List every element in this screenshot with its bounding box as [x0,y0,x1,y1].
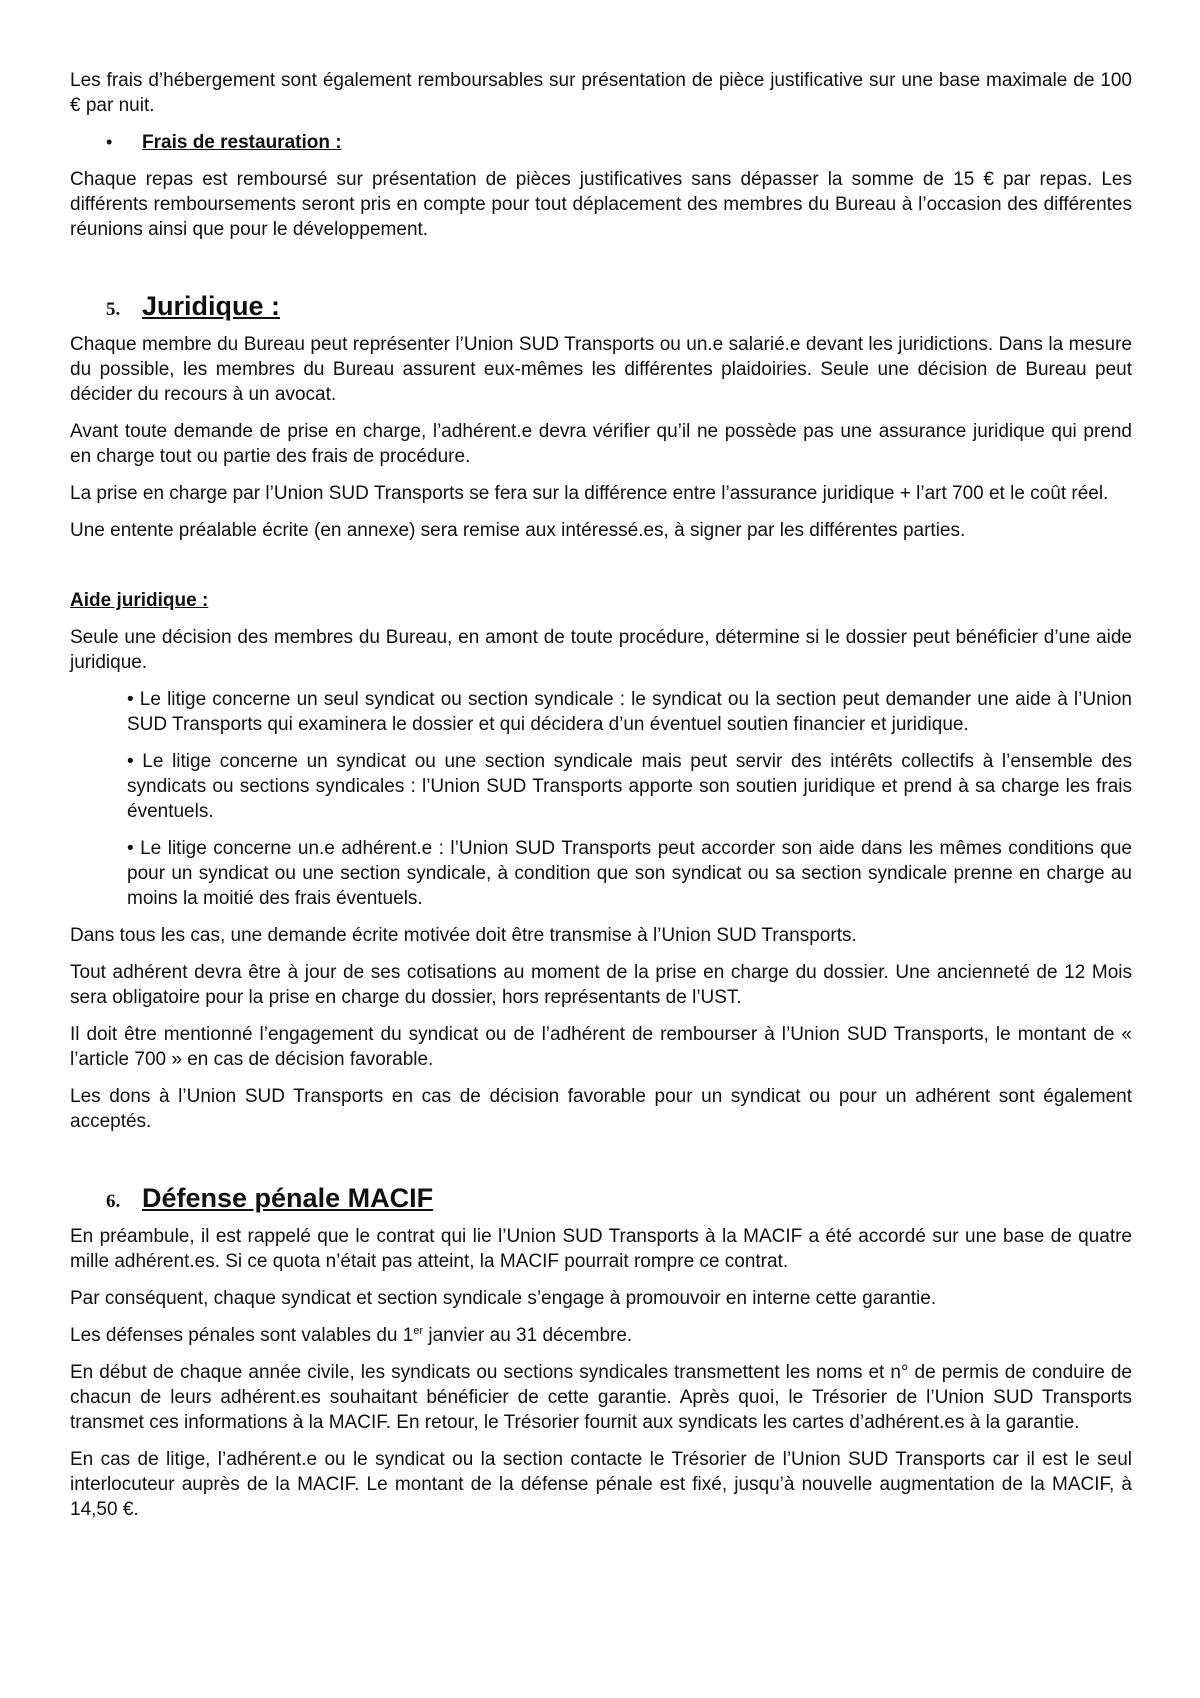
section-6-number: 6. [106,1191,121,1212]
list-item: • Le litige concerne un.e adhérent.e : l’Union SUD Transports peut accorder son aide dans les mêmes conditions que pour un syndicat ou une section syndicale, à condition que son syndicat ou sa section syndicale prenne en charge au moins la moitié des frais éventuels. [127,838,1132,909]
paragraph-aide-juridique: Seule une décision des membres du Bureau, en amont de toute procédure, détermine si le dossier peut bénéficier d’une aide juridique. [70,627,1132,673]
bullet-frais-restauration [70,130,1132,155]
section-6-heading [70,1182,1132,1214]
macif-dates-text: Les défenses pénales sont valables du 1 [70,1325,414,1346]
paragraph-juridique-1: Chaque membre du Bureau peut représenter l’Union SUD Transports ou un.e salarié.e devant les juridictions. Dans la mesure du possible, les membres du Bureau assurent eux-mêmes les différentes plaidoiries. Seule une décision de Bureau peut décider du recours à un avocat. [70,334,1132,405]
paragraph-juridique-7: Il doit être mentionné l’engagement du syndicat ou de l’adhérent de rembourser à l’Union SUD Transports, le montant de « l’article 700 » en cas de décision favorable. [70,1024,1132,1070]
section-5-number: 5. [106,299,121,320]
paragraph-juridique-4: Une entente préalable écrite (en annexe) sera remise aux intéressé.es, à signer par les différentes parties. [70,520,966,541]
paragraph-macif-2: Par conséquent, chaque syndicat et section syndicale s’engage à promouvoir en interne cette garantie. [70,1288,937,1309]
bullet-dot: • [106,132,113,152]
heading-aide-juridique: Aide juridique : [70,590,209,611]
list-item: • Le litige concerne un seul syndicat ou section syndicale : le syndicat ou la section peut demander une aide à l’Union SUD Transports qui examinera le dossier et qui décidera d’un éventuel soutien financier et juridique. [127,689,1132,735]
paragraph-juridique-6: Tout adhérent devra être à jour de ses cotisations au moment de la prise en charge du dossier. Une ancienneté de 12 Mois sera obligatoire pour la prise en charge du dossier, hors représentants de l’UST. [70,962,1132,1008]
paragraph-macif-1: En préambule, il est rappelé que le contrat qui lie l’Union SUD Transports à la MACIF a été accordé sur une base de quatre mille adhérent.es. Si ce quota n’était pas atteint, la MACIF pourrait rompre ce contrat. [70,1226,1132,1272]
paragraph-hebergement: Les frais d’hébergement sont également remboursables sur présentation de pièce justificative sur une base maximale de 100 € par nuit. [70,70,1132,116]
superscript-er: er [413,1325,424,1337]
section-5-title: Juridique : [142,291,281,321]
section-6-title: Défense pénale MACIF [142,1183,434,1213]
paragraph-juridique-2: Avant toute demande de prise en charge, l’adhérent.e devra vérifier qu’il ne possède pas une assurance juridique qui prend en charge tout ou partie des frais de procédure. [70,421,1132,467]
macif-dates-text-end: janvier au 31 décembre. [423,1325,633,1346]
paragraph-macif-4: En début de chaque année civile, les syndicats ou sections syndicales transmettent les noms et n° de permis de conduire de chacun de leurs adhérent.es souhaitant bénéficier de cette garantie. Après quoi, le Trésorier de l’Union SUD Transports transmet ces informations à la MACIF. En retour, le Trésorier fournit aux syndicats les cartes d’adhérent.es à la garantie. [70,1362,1132,1433]
paragraph-juridique-5: Dans tous les cas, une demande écrite motivée doit être transmise à l’Union SUD Transports. [70,925,857,946]
heading-frais-restauration: Frais de restauration : [142,132,342,153]
paragraph-juridique-3: La prise en charge par l’Union SUD Transports se fera sur la différence entre l’assurance juridique + l’art 700 et le coût réel. [70,483,1109,504]
paragraph-macif-5: En cas de litige, l’adhérent.e ou le syndicat ou la section contacte le Trésorier de l’Union SUD Transports car il est le seul interlocuteur auprès de la MACIF. Le montant de la défense pénale est fixé, jusqu’à nouvelle augmentation de la MACIF, à 14,50 €. [70,1449,1132,1520]
section-5-heading [70,290,1132,322]
paragraph-macif-3 [70,1323,1132,1348]
paragraph-restauration: Chaque repas est remboursé sur présentation de pièces justificatives sans dépasser la somme de 15 € par repas. Les différents remboursements seront pris en compte pour tout déplacement des membres du Bureau à l’occasion des différentes réunions ainsi que pour le développement. [70,169,1132,240]
paragraph-juridique-8: Les dons à l’Union SUD Transports en cas de décision favorable pour un syndicat ou pour un adhérent sont également acceptés. [70,1086,1132,1132]
list-item: • Le litige concerne un syndicat ou une section syndicale mais peut servir des intérêts collectifs à l’ensemble des syndicats ou sections syndicales : l’Union SUD Transports apporte son soutien juridique et prend à sa charge les frais éventuels. [127,751,1132,822]
